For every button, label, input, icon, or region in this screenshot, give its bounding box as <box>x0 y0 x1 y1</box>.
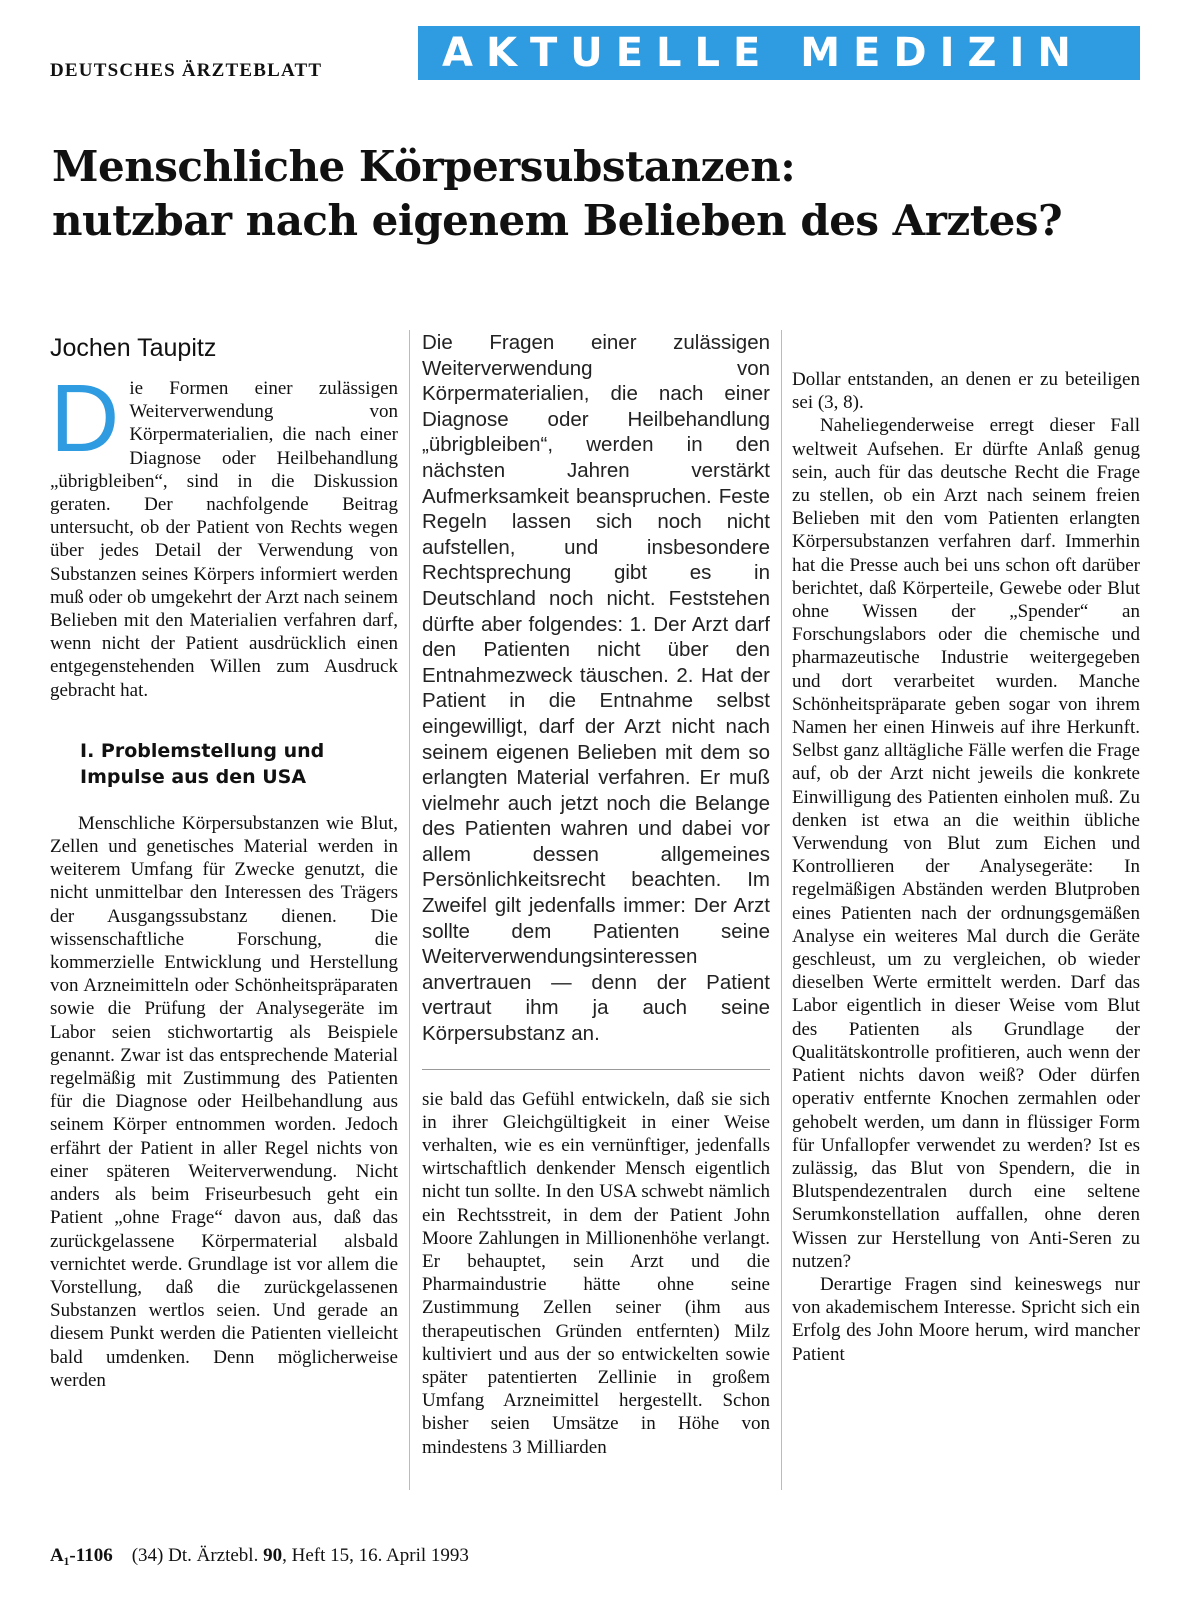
column-3 <box>792 368 1140 1366</box>
section-banner: AKTUELLE MEDIZIN <box>418 26 1140 80</box>
author: Jochen Taupitz <box>50 334 217 362</box>
page-footer <box>50 1545 469 1567</box>
citation-post: , Heft 15, 16. April 1993 <box>282 1545 469 1566</box>
heading-line-2: Impulse aus den USA <box>80 765 307 788</box>
heading-line-1: I. Problemstellung und <box>80 739 325 762</box>
intro-text: ie Formen einer zulässigen Weiterverwendung von Körpermaterialien, die nach einer Diagnose oder Heilbehandlung „übrigbleiben“, sind in die Diskussion geraten. Der nachfolgende Beitrag untersucht, ob der Patient von Rechts wegen über jedes Detail der Verwendung von Substanzen seines Körpers informiert werden muß oder ob umgekehrt der Arzt nach seinem Belieben mit den Materialien verfahren darf, wenn nicht der Patient ausdrücklich einen entgegenstehenden Willen zum Ausdruck gebracht hat. <box>50 378 398 701</box>
body-paragraph-4: Naheliegenderweise erregt dieser Fall weltweit Aufsehen. Er dürfte Anlaß genug sein, auch für das deutsche Recht die Frage zu stellen, ob ein Arzt nach seinem freien Belieben mit den vom Patienten erlangten Körpersubstanzen verfahren darf. Immerhin hat die Presse auch bei uns schon oft darüber berichtet, daß Körperteile, Gewebe oder Blut ohne Wissen der „Spender“ an Forschungslabors oder die chemische und pharmazeutische Industrie weitergegeben und dort verarbeitet wurden. Manche Schönheitspräparate geben sogar von ihrem Namen her einen Hinweis auf ihre Herkunft. Selbst ganz alltägliche Fälle werfen die Frage auf, ob der Arzt nicht jeweils die konkrete Einwilligung des Patienten einholen muß. Zu denken ist etwa an die weithin übliche Verwendung von Blut zum Eichen und Kontrollieren der Analysegeräte: In regelmäßigen Abständen werden Blutproben eines Patienten nach der ordnungsgemäßen Analyse ein weiteres Mal durch die Geräte geschleust, um zu vergleichen, ob wieder dieselben Werte ermittelt werden. Darf das Labor eigentlich in dieser Weise vom Blut des Patienten als Grundlage der Qualitätskontrolle profitieren, auch wenn der Patient nichts davon weiß? Oder dürfen operativ entfernte Knochen zermahlen oder gehobelt werden, um dann in flüssiger Form für Unfallopfer verwendet zu werden? Ist es zulässig, das Blut von Spendern, die in Blutspendezentralen durch eine seltene Serumkonstellation auffallen, ohne deren Wissen zur Herstellung von Anti-Seren zu nutzen? <box>792 415 1140 1272</box>
column-rule-2 <box>781 330 782 1490</box>
body-paragraph-1: Menschliche Körpersubstanzen wie Blut, Zellen und genetisches Material werden in weiterem Umfang für Zwecke genutzt, die nicht unmittelbar den Interessen des Trägers der Ausgangssubstanz dienen. Die wissenschaftliche Forschung, die kommerzielle Entwicklung und Herstellung von Arzneimitteln oder Schönheitspräparaten sowie die Prüfung der Analysegeräte im Labor seien stichwortartig als Beispiele genannt. Zwar ist das entsprechende Material regelmäßig mit Zustimmung des Patienten für die Diagnose oder Heilbehandlung aus seinem Körper entnommen worden. Jedoch erfährt der Patient in aller Regel nichts von einer späteren Weiterverwendung. Nicht anders als beim Friseurbesuch geht ein Patient „ohne Frage“ davon aus, daß das zurückgelassene Körpermaterial alsbald vernichtet werde. Grundlage ist vor allem die Vorstellung, daß die zurückgelassenen Substanzen wertlos seien. Und gerade an diesem Punkt werden die Patienten vielleicht bald umdenken. Denn möglicherweise werden <box>50 812 398 1391</box>
title-line-2: nutzbar nach eigenem Belieben des Arztes? <box>52 196 1063 245</box>
summary-text: Die Fragen einer zulässigen Weiterverwendung von Körpermaterialien, die nach einer Diagnose oder Heilbehandlung „übrigbleiben“, werden in den nächsten Jahren verstärkt Aufmerksamkeit beanspruchen. Feste Regeln lassen sich noch nicht aufstellen, und insbesondere Rechtsprechung gibt es in Deutschland noch nicht. Feststehen dürfte aber folgendes: 1. Der Arzt darf den Patienten nicht über den Entnahmezweck täuschen. 2. Hat der Patient in die Entnahme selbst eingewilligt, darf der Arzt nicht nach seinem eigenen Belieben mit dem so erlangten Material verfahren. Er muß vielmehr auch jetzt noch die Belange des Patienten wahren und dabei vor allem dessen allgemeines Persönlichkeitsrecht beachten. Im Zweifel gilt jedenfalls immer: Der Arzt sollte dem Patienten seine Weiterverwendungsinteressen anvertrauen — denn der Patient vertraut ihm ja auch seine Körpersubstanz an. <box>422 331 770 1046</box>
column-2 <box>422 330 770 1459</box>
citation-pre: (34) Dt. Ärztebl. <box>131 1545 259 1566</box>
body-paragraph-2: sie bald das Gefühl entwickeln, daß sie sich in ihrer Gleichgültigkeit in einer Weise verhalten, wie es ein vernünftiger, jedenfalls wirtschaftlich denkender Mensch eigentlich nicht tun sollte. In den USA schwebt nämlich ein Rechtsstreit, in dem der Patient John Moore Zahlungen in Millionenhöhe verlangt. Er behauptet, sein Arzt und die Pharmaindustrie hätte ohne seine Zustimmung Zellen seiner (ihm aus therapeutischen Gründen entfernten) Milz kultiviert und aus der so entwickelten sowie später patentierten Zellinie in großem Umfang Arzneimittel hergestellt. Schon bisher seien Umsätze in Höhe von mindestens 3 Milliarden <box>422 1088 770 1458</box>
column-1 <box>50 330 398 1392</box>
body-paragraph-5: Derartige Fragen sind keineswegs nur von akademischem Interesse. Spricht sich ein Erfolg des John Moore herum, wird mancher Patient <box>792 1273 1140 1365</box>
page-number: A₁-1106 <box>50 1545 113 1566</box>
masthead: DEUTSCHES ÄRZTEBLATT <box>50 60 323 81</box>
title-line-1: Menschliche Körpersubstanzen: <box>52 142 796 191</box>
body-paragraph-3: Dollar entstanden, an denen er zu beteiligen sei (3, 8). <box>792 369 1140 414</box>
intro-paragraph <box>50 365 398 702</box>
summary-box <box>422 330 770 1047</box>
summary-divider <box>422 1069 770 1070</box>
column-rule-1 <box>409 330 410 1490</box>
section-heading <box>80 738 398 790</box>
drop-cap: D <box>50 365 120 472</box>
article-title <box>52 140 1142 248</box>
citation-volume: 90 <box>263 1545 283 1566</box>
